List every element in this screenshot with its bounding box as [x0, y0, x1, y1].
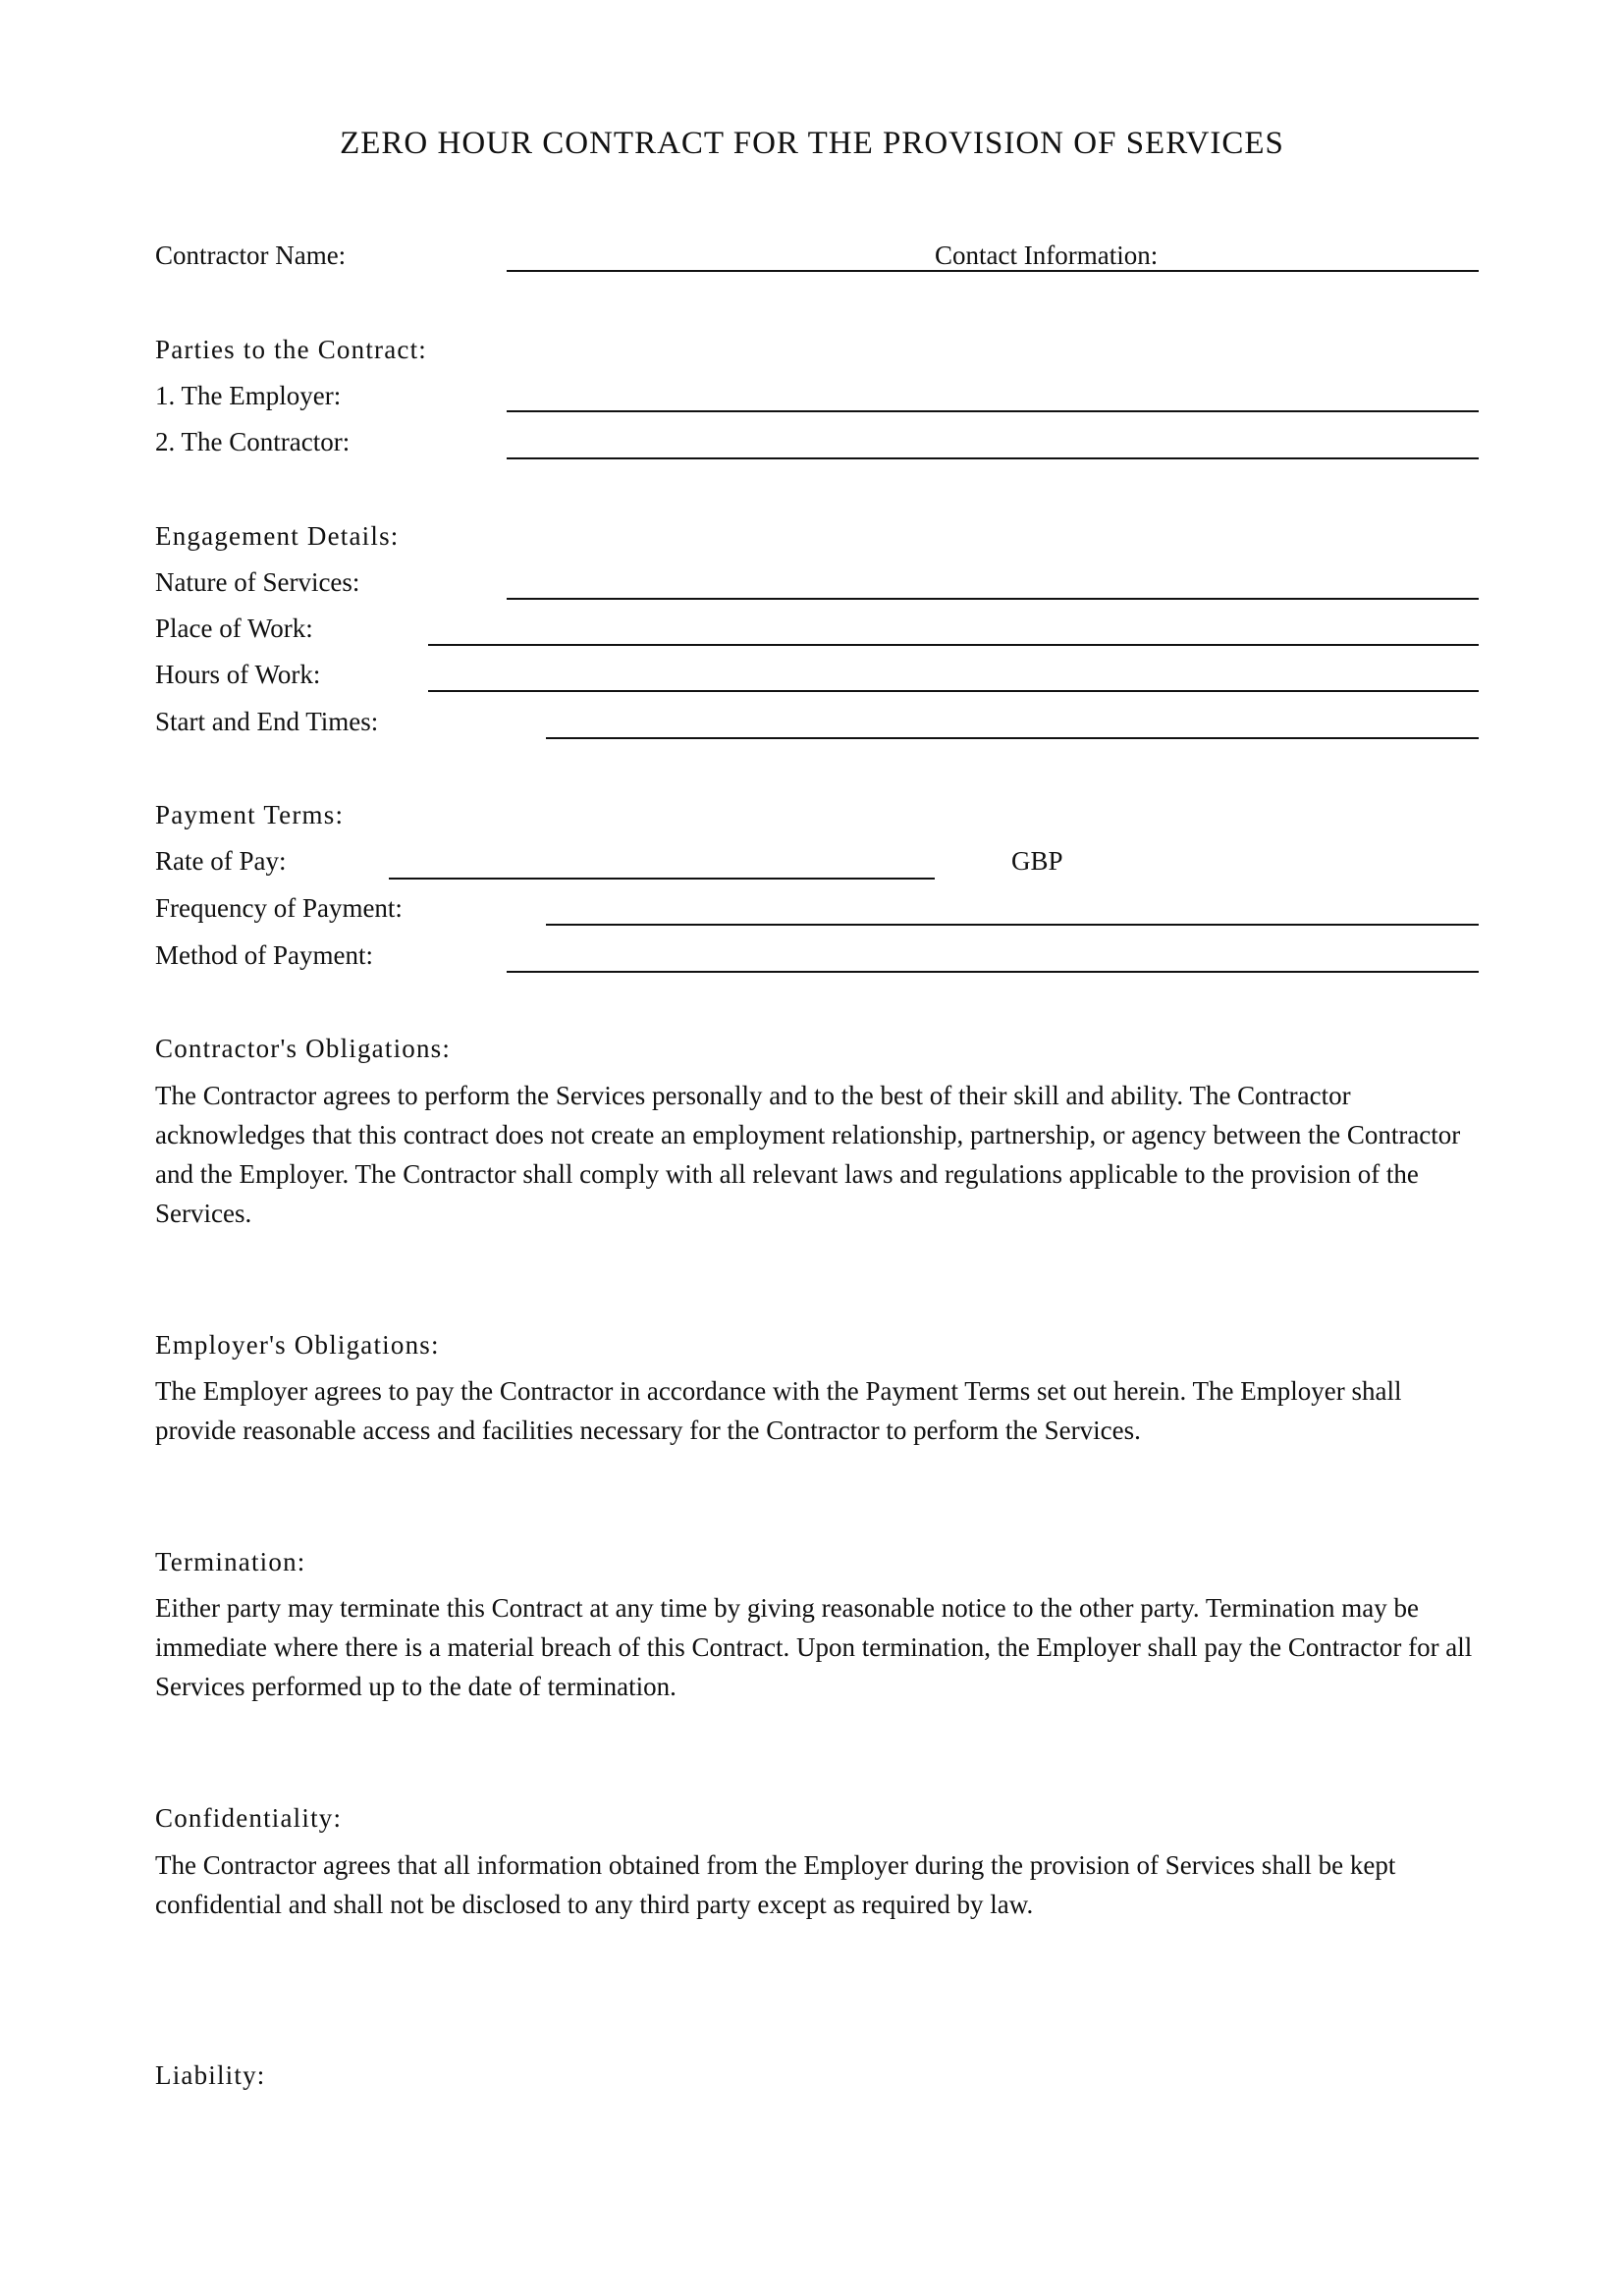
contractor-obligations-heading: Contractor's Obligations: — [155, 1034, 452, 1063]
hours-of-work-label: Hours of Work: — [155, 660, 321, 689]
currency-label: GBP — [1011, 846, 1063, 876]
frequency-of-payment-label: Frequency of Payment: — [155, 893, 403, 923]
contractor-obligations-text: The Contractor agrees to perform the Services personally and to the best of their skill and ability. The Contractor acknowledges that this contract does not create an employment relationship, partnership, or agency between the Contractor and the Employer. The Contractor shall comply with all relevant laws and regulations applicable to the provision of the Services. — [155, 1081, 1461, 1228]
start-end-times-label: Start and End Times: — [155, 707, 379, 736]
method-of-payment-label: Method of Payment: — [155, 940, 373, 970]
place-of-work-field[interactable] — [428, 644, 1479, 646]
employer-label: 1. The Employer: — [155, 381, 342, 410]
termination-heading: Termination: — [155, 1547, 306, 1576]
document-title: ZERO HOUR CONTRACT FOR THE PROVISION OF SERVICES — [340, 126, 1284, 161]
contractor-label: 2. The Contractor: — [155, 427, 351, 456]
contractor-name-label: Contractor Name: — [155, 240, 347, 270]
rate-of-pay-field[interactable] — [389, 878, 935, 880]
employer-obligations-text: The Employer agrees to pay the Contractor in accordance with the Payment Terms set out herein. The Employer shall provide reasonable access and facilities necessary for the Contractor to perform the Services. — [155, 1376, 1402, 1445]
employer-field[interactable] — [507, 410, 1479, 412]
confidentiality-text: The Contractor agrees that all information obtained from the Employer during the provision of Services shall be kept confidential and shall not be disclosed to any third party except as required by law. — [155, 1850, 1396, 1919]
parties-heading: Parties to the Contract: — [155, 335, 427, 364]
liability-heading: Liability: — [155, 2060, 266, 2090]
contractor-field[interactable] — [507, 457, 1479, 459]
confidentiality-heading: Confidentiality: — [155, 1803, 343, 1833]
nature-of-services-field[interactable] — [507, 598, 1479, 600]
hours-of-work-field[interactable] — [428, 690, 1479, 692]
place-of-work-label: Place of Work: — [155, 614, 313, 643]
contact-information-label: Contact Information: — [935, 240, 1159, 270]
termination-text: Either party may terminate this Contract at any time by giving reasonable notice to the other party. Termination may be immediate where there is a material breach of this Contract. Upon termination, the Employer shall pay the Contractor for all Services performed up to the date of termination. — [155, 1593, 1473, 1701]
method-of-payment-field[interactable] — [507, 971, 1479, 973]
rate-of-pay-label: Rate of Pay: — [155, 846, 287, 876]
nature-of-services-label: Nature of Services: — [155, 567, 360, 597]
engagement-heading: Engagement Details: — [155, 521, 400, 551]
employer-obligations-heading: Employer's Obligations: — [155, 1330, 440, 1360]
frequency-of-payment-field[interactable] — [546, 924, 1479, 926]
start-end-times-field[interactable] — [546, 737, 1479, 739]
payment-heading: Payment Terms: — [155, 800, 345, 829]
